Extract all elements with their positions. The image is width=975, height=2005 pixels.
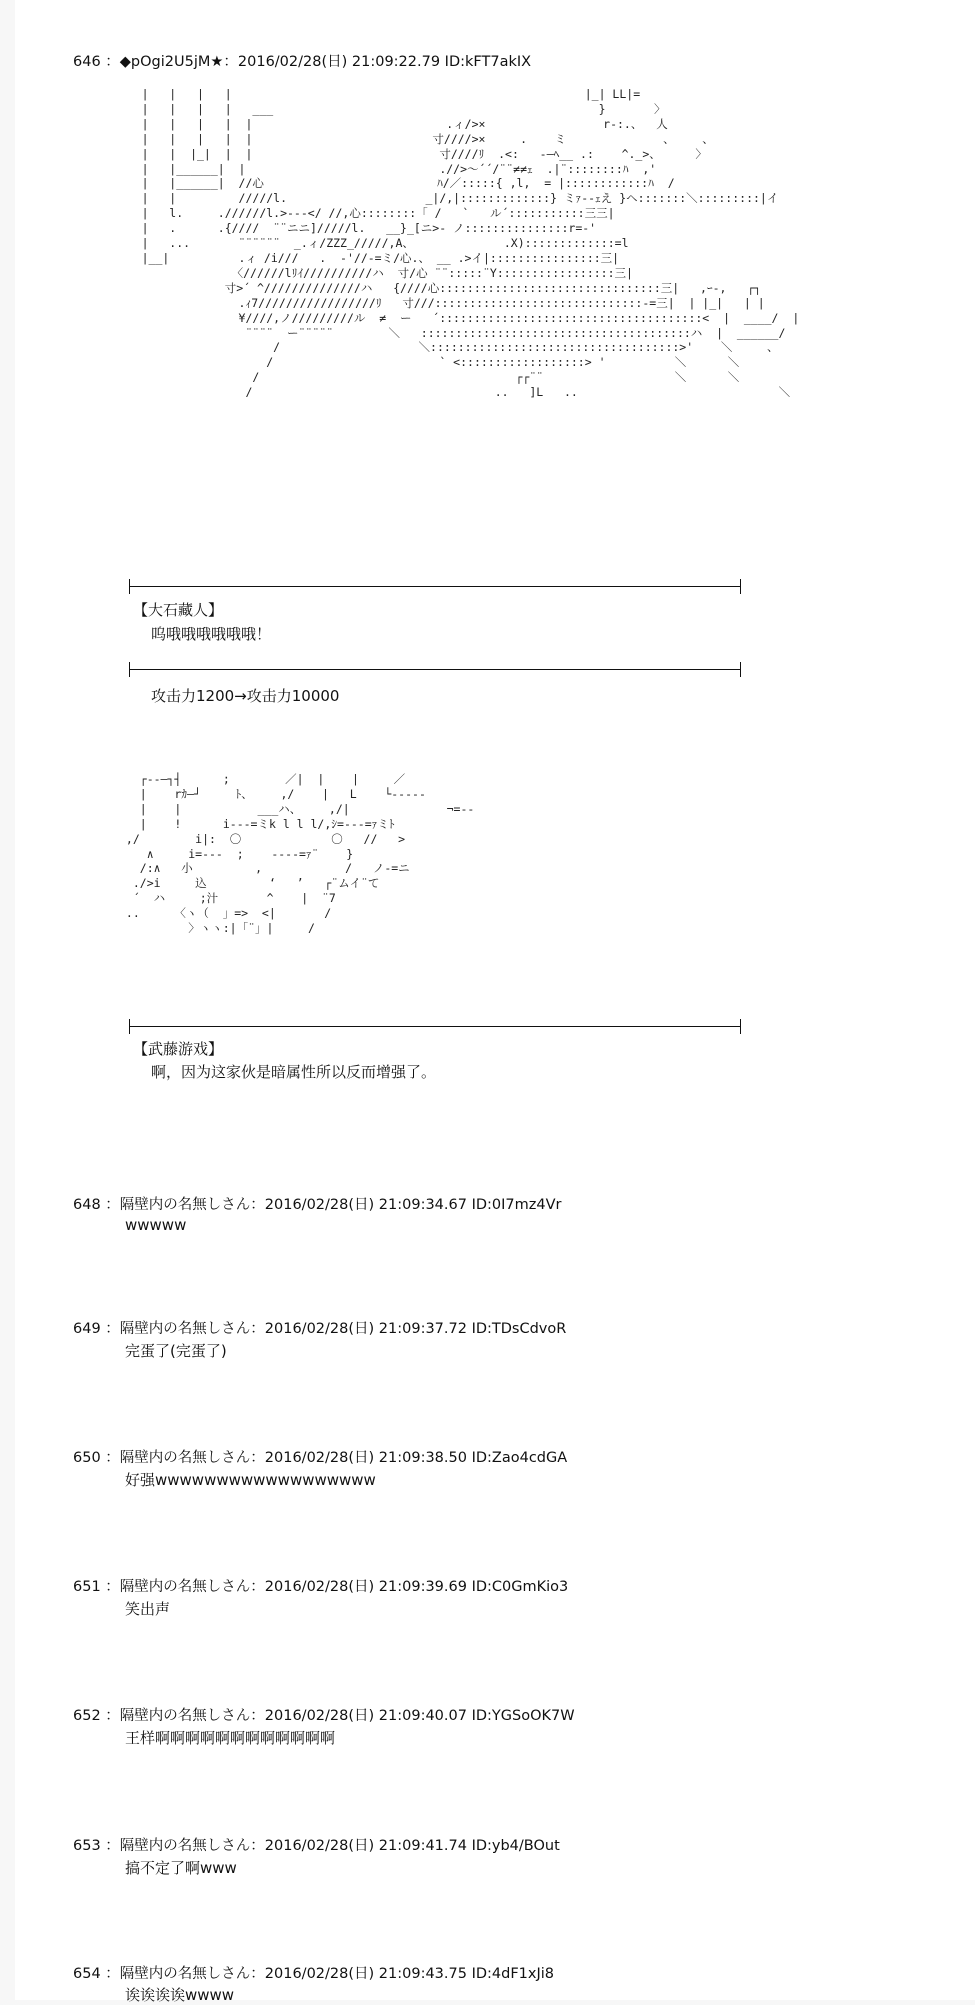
post-header-646: 646 ：◆pOgi2U5jM★：2016/02/28(日) 21:09:22.79 ID:kFT7akIX xyxy=(73,54,532,70)
speaker-label: 【武藤游戏】 xyxy=(133,1040,224,1058)
dialogue-line: 呜哦哦哦哦哦哦！ xyxy=(151,625,272,643)
ascii-art-monster: | | | | |_| LL|= | | | | ___ } 〉 | | | | | .ィ/>× r-:.、 人 | | | | | 寸////>× . ミ 、 、 | | |_| | | 寸////ﾘ .<: -—ﾍ__ .: ^._>、 〉 | |______| | .//>～´´/¨¨≠≠ｪ .|¨::::::::ﾊ ,' | |______| //心 ﾊ/／:::::{ ,l, = |::::::::::::ﾊ / | | /////l. _|/,|:::::::::::::} ミｧ--ｪえ }ヘ:::::::＼:::::::::|イ | l. .//////l.>---</ //,心::::::::「 / ` ル´:::::::::::三三| | . .{//// ¨¨ニニ]/////l. __}_[ニ>- ノ:::::::::::::::r=-' | ... ¨¨¨¨¨¨ _.ィ/ZZZ_/////,A、 .X):::::::::::::=l |__| .ィ /i/// . -'//-=ミ/心.、 __ .>イ|::::::::::::::::三| 〈//////lﾘｲ//////////ハ 寸/心 ¨¨:::::¨Y:::::::::::::::::三| 寸>´ ^//////////////ハ {////心::::::::::::::::::::::::::::::::三| ,ｰ-, ┌┐ .ｨ7/////////////////ﾘ 寸///::::::::::::::::::::::::::::::-=三| | |_| | | ¥////,ノ/////////ル ≠ ー ´::::::::::::::::::::::::::::::::::::::< | ____/ | ¨¨¨¨ ー¨¨¨¨¨ ＼ :::::::::::::::::::::::::::::::::::::::ハ | ______/ / ＼::::::::::::::::::::::::::::::::::::>' ＼ 、 / ` <::::::::::::::::::> ' ＼ ＼ / ┌┌¨¨ ＼ ＼ / .. ]L .. ＼ xyxy=(141,87,800,400)
divider-rule xyxy=(129,1026,741,1027)
divider-rule xyxy=(129,669,741,670)
page-sheet xyxy=(15,0,975,2004)
post-body: 完蛋了(完蛋了) xyxy=(125,1342,227,1360)
post-body: 王样啊啊啊啊啊啊啊啊啊啊啊啊 xyxy=(125,1729,336,1747)
post-header: 654 ：隔壁内の名無しさん：2016/02/28(日) 21:09:43.75 ID:4dF1xJi8 xyxy=(73,1966,555,1982)
post-body: 诶诶诶诶wwww xyxy=(125,1986,235,2004)
post-header: 650 ：隔壁内の名無しさん：2016/02/28(日) 21:09:38.50 ID:Zao4cdGA xyxy=(73,1450,568,1466)
post-header: 651 ：隔壁内の名無しさん：2016/02/28(日) 21:09:39.69 ID:C0GmKio3 xyxy=(73,1579,569,1595)
post-header: 653 ：隔壁内の名無しさん：2016/02/28(日) 21:09:41.74 ID:yb4/BOut xyxy=(73,1838,560,1854)
post-body: 笑出声 xyxy=(125,1600,171,1618)
ascii-art-yugi: ┌--—┐┤ ; ／| | | ／ | rｶ—┘ ﾄ、 ,/ | L └----- | | ___ハ、 ,/| ¬=-- | ! i---=ミk l l l/,ｼ=---=ｧミﾄ ,/ i|: 〇 〇 // > ∧ i=--- ; ----=ｧ¨ } /:∧ 小 , / ノ-=ニ ./>i 込 ‘ ’ ┌¨ムイ¨て ´ ハ ;汁 ^ | ¨7 .. 〈ヽ（ 」=> <| / 〉ヽヽ:|「¨」| / xyxy=(125,772,475,936)
divider-rule xyxy=(129,586,741,587)
speaker-label: 【大石藏人】 xyxy=(133,601,224,619)
post-header: 648 ：隔壁内の名無しさん：2016/02/28(日) 21:09:34.67 ID:0I7mz4Vr xyxy=(73,1197,562,1213)
post-body: 好强wwwwwwwwwwwwwwwwww xyxy=(125,1471,376,1489)
post-header: 652 ：隔壁内の名無しさん：2016/02/28(日) 21:09:40.07 ID:YGSoOK7W xyxy=(73,1708,575,1724)
post-header: 649 ：隔壁内の名無しさん：2016/02/28(日) 21:09:37.72 ID:TDsCdvoR xyxy=(73,1321,567,1337)
dialogue-line: 啊，因为这家伙是暗属性所以反而增强了。 xyxy=(151,1063,437,1081)
post-body: 搞不定了啊www xyxy=(125,1859,237,1877)
post-body: wwwww xyxy=(125,1216,187,1234)
narration-line: 攻击力1200→攻击力10000 xyxy=(151,687,340,705)
